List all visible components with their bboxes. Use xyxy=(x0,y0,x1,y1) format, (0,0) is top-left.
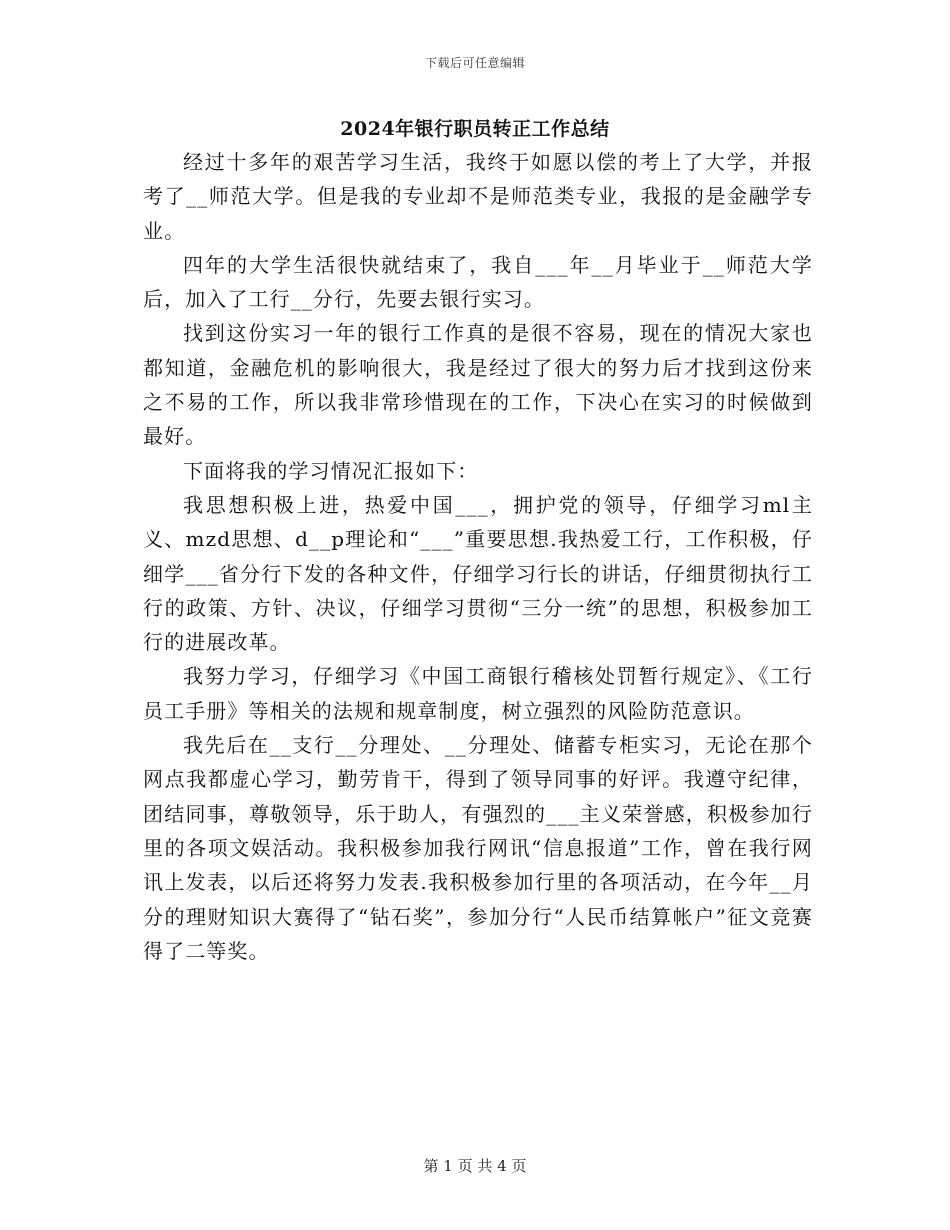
paragraph-6: 我努力学习，仔细学习《中国工商银行稽核处罚暂行规定》、《工行员工手册》等相关的法规和规章制度，树立强烈的风险防范意识。 xyxy=(143,664,813,723)
paragraph-3: 找到这份实习一年的银行工作真的是很不容易，现在的情况大家也都知道，金融危机的影响很大，我是经过了很大的努力后才找到这份来之不易的工作，所以我非常珍惜现在的工作，下决心在实习的时候做到最好。 xyxy=(143,321,813,449)
document-body xyxy=(143,145,813,968)
document-title: 2024年银行职员转正工作总结 xyxy=(340,118,610,140)
page-number: 第 1 页 共 4 页 xyxy=(423,1157,527,1175)
paragraph-7: 我先后在__支行__分理处、__分理处、储蓄专柜实习，无论在那个网点我都虚心学习，勤劳肯干，得到了领导同事的好评。我遵守纪律，团结同事，尊敬领导，乐于助人，有强烈的___主义荣誉感，积极参加行里的各项文娱活动。我积极参加我行网讯“信息报道”工作，曾在我行网讯上发表，以后还将努力发表.我积极参加行里的各项活动，在今年__月分的理财知识大赛得了“钻石奖”，参加分行“人民币结算帐户”征文竞赛得了二等奖。 xyxy=(143,733,813,963)
paragraph-1: 经过十多年的艰苦学习生活，我终于如愿以偿的考上了大学，并报考了__师范大学。但是我的专业却不是师范类专业，我报的是金融学专业。 xyxy=(143,150,813,243)
paragraph-4: 下面将我的学习情况汇报如下： xyxy=(183,458,479,483)
header-note: 下载后可任意编辑 xyxy=(424,56,525,70)
paragraph-2: 四年的大学生活很快就结束了，我自___年__月毕业于__师范大学后，加入了工行__分行，先要去银行实习。 xyxy=(143,252,813,312)
paragraph-5: 我思想积极上进，热爱中国___，拥护党的领导，仔细学习ml主义、mzd思想、d__p理论和“___”重要思想.我热爱工行，工作积极，仔细学___省分行下发的各种文件，仔细学习行长的讲话，仔细贯彻执行工行的政策、方针、决议，仔细学习贯彻“三分一统”的思想，积极参加工行的进展改革。 xyxy=(143,492,813,655)
